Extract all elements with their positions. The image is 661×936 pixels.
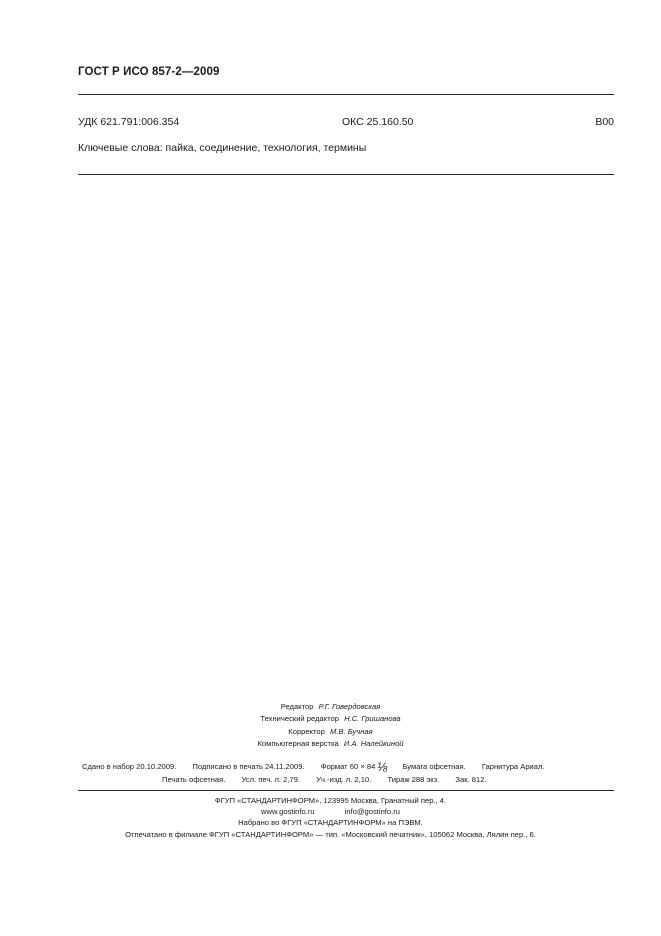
credit-role: Технический редактор	[260, 714, 339, 724]
keywords-line: Ключевые слова: пайка, соединение, технология, термины	[78, 142, 367, 154]
divider-top	[78, 94, 614, 95]
udk-code: УДК 621.791:006.354	[78, 116, 180, 128]
standard-code: ГОСТ Р ИСО 857-2—2009	[78, 66, 220, 78]
oks-code: ОКС 25.160.50	[342, 116, 414, 128]
footer-block	[0, 797, 661, 842]
sent-to-set: Сдано в набор 20.10.2009.	[82, 762, 177, 771]
printed-note: Отпечатано в филиале ФГУП «СТАНДАРТИНФОРМ» — тип. «Московский печатник», 105062 Москва, Лялин пер., 6.	[125, 829, 536, 839]
pub-sheets: Уч.-изд. л. 2,10.	[316, 775, 372, 784]
credit-person: И.А. Налейкиной	[343, 739, 404, 749]
divider-keywords	[78, 174, 614, 175]
format	[320, 760, 387, 774]
order-number: Зак. 812.	[455, 775, 487, 784]
typeface: Гарнитура Ариал.	[481, 762, 545, 771]
credit-role: Компьютерная верстка	[257, 739, 339, 749]
email-link[interactable]: info@gostinfo.ru	[344, 807, 401, 817]
group-code: В00	[595, 116, 614, 128]
divider-footer	[78, 790, 614, 791]
credit-tech-editor	[0, 715, 661, 727]
credit-layout	[0, 740, 661, 752]
credit-role: Редактор	[280, 702, 314, 711]
print-run: Тираж 288 экз.	[387, 775, 440, 784]
publication-line-1	[82, 760, 545, 774]
format-label: Формат 60 × 84	[320, 762, 376, 771]
typeset-note: Набрано во ФГУП «СТАНДАРТИНФОРМ» на ПЭВМ.	[238, 818, 423, 828]
credit-person: Р.Г. Говердовская	[318, 702, 381, 711]
paper: Бумага офсетная.	[402, 762, 466, 771]
publisher-address: ФГУП «СТАНДАРТИНФОРМ», 123995 Москва, Гранатный пер., 4.	[214, 796, 447, 805]
print-sheets: Усл. печ. л. 2,79.	[241, 775, 301, 784]
publication-line-2	[162, 775, 487, 784]
credits-block	[0, 703, 661, 753]
credit-person: М.В. Бучная	[330, 726, 373, 736]
print-type: Печать офсетная.	[162, 775, 226, 784]
website-link[interactable]: www.gostinfo.ru	[260, 807, 315, 817]
signed-to-print: Подписано в печать 24.11.2009.	[192, 762, 305, 771]
format-fraction: ⅛	[377, 760, 387, 774]
credit-role: Корректор	[288, 726, 325, 736]
credit-person: Н.С. Гришанова	[344, 714, 401, 724]
